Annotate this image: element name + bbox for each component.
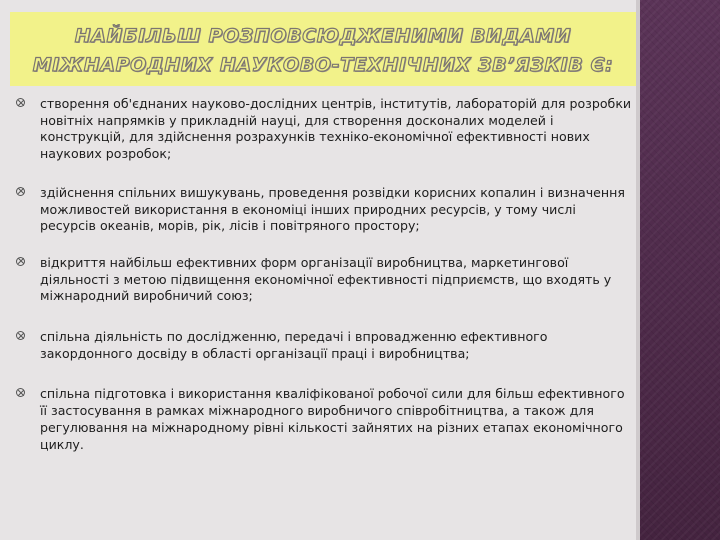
circled-x-bullet-icon — [16, 257, 25, 266]
list-item — [14, 386, 634, 453]
list-item-text: створення об'єднаних науково-дослідних центрів, інститутів, лабораторій для розробки новітніх напрямків у прикладній науці, для створення досконалих моделей і конструкцій, для здійснення розрахунків техніко-економічної ефективності нових наукових розробок; — [40, 96, 632, 162]
circled-x-bullet-icon — [16, 98, 25, 107]
list-item — [14, 255, 634, 305]
list-item-text: спільна підготовка і використання кваліфікованої робочої сили для більш ефективного її застосування в рамках міжнародного виробничого співробітництва, а також для регулювання на міжнародному рівні кількості зайнятих на різних етапах економічного циклу. — [40, 386, 625, 452]
list-item — [14, 185, 634, 235]
list-item — [14, 96, 634, 163]
list-item-text: здійснення спільних вишукувань, проведення розвідки корисних копалин і визначення можливостей використання в економіці інших природних ресурсів, у тому числі ресурсів океанів, морів, рік, лісів і повітряного простору; — [40, 184, 625, 234]
list-item — [14, 329, 634, 362]
circled-x-bullet-icon — [16, 187, 25, 196]
slide-title-line-1: НАЙБІЛЬШ РОЗПОВСЮДЖЕНИМИ ВИДАМИ — [74, 25, 572, 47]
list-item-text: відкриття найбільш ефективних форм організації виробництва, маркетингової діяльності з метою підвищення економічної ефективності підприємств, що входять у міжнародний виробничий союз; — [40, 254, 612, 304]
slide-title-line-2: МІЖНАРОДНИХ НАУКОВО-ТЕХНІЧНИХ ЗВ’ЯЗКІВ Є: — [32, 54, 614, 76]
slide-title — [10, 22, 636, 80]
circled-x-bullet-icon — [16, 331, 25, 340]
bullet-list — [14, 96, 634, 453]
circled-x-bullet-icon — [16, 388, 25, 397]
decorative-sidebar — [640, 0, 720, 540]
list-item-text: спільна діяльність по дослідженню, передачі і впровадженню ефективного закордонного досвіду в області організації праці і виробництва; — [40, 329, 548, 361]
